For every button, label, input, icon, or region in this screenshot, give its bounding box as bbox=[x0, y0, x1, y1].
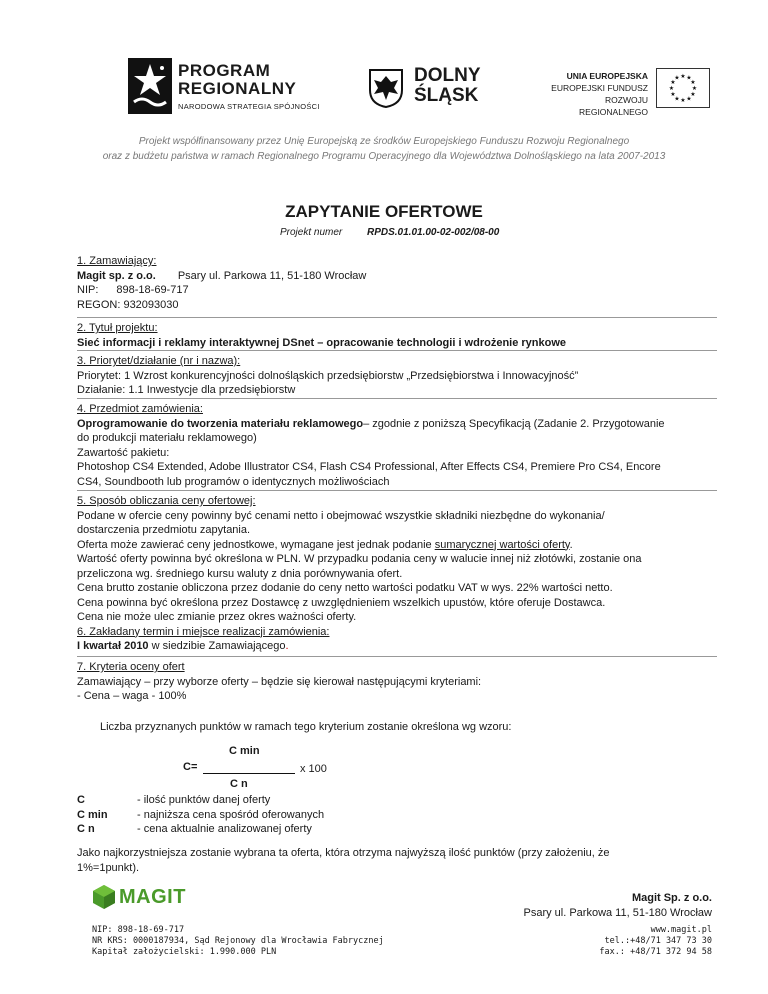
dolny-word: DOLNY bbox=[414, 65, 481, 86]
section-heading: 3. Priorytet/działanie (nr i nazwa): bbox=[77, 355, 241, 367]
fraction-bar bbox=[203, 773, 295, 774]
section-6-heading: 6. Zakładany termin i miejsce realizacji zamówienia: bbox=[77, 625, 330, 638]
section-cena bbox=[77, 490, 717, 654]
footer-legal bbox=[92, 925, 384, 958]
section-heading: 2. Tytuł projektu: bbox=[77, 322, 158, 334]
section-przedmiot bbox=[77, 398, 717, 489]
svg-text:★: ★ bbox=[674, 95, 680, 103]
legend-sym: C min bbox=[77, 808, 108, 821]
nip-label: NIP: bbox=[77, 284, 99, 296]
eu-line1: UNIA EUROPEJSKA bbox=[566, 71, 648, 81]
legend-desc: - najniższa cena spośród oferowanych bbox=[137, 808, 325, 821]
company-address: Psary ul. Parkowa 11, 51-180 Wrocław bbox=[177, 269, 367, 282]
magit-cube-icon bbox=[92, 884, 116, 910]
price-line-7: Cena powinna być określona przez Dostawcę z uwzględnieniem wszelkich upustów, które oferuje Dostawca. bbox=[77, 596, 606, 609]
eu-line3: ROZWOJU REGIONALNEGO bbox=[579, 95, 648, 117]
company-name: Magit sp. z o.o. bbox=[77, 269, 156, 282]
magit-logo bbox=[92, 884, 212, 914]
price-line-3a: Oferta może zawierać ceny jednostkowe, wymagane jest jednak podanie bbox=[77, 538, 435, 551]
slask-word: ŚLĄSK bbox=[414, 85, 479, 106]
term-rest: w siedzibie Zamawiającego bbox=[148, 640, 286, 652]
regon: REGON: 932093030 bbox=[77, 298, 179, 311]
price-line-2: dostarczenia przedmiotu zapytania. bbox=[77, 524, 251, 536]
program-regionalny-logo bbox=[128, 58, 328, 118]
section-heading: 4. Przedmiot zamówienia: bbox=[77, 403, 203, 415]
section-priorytet bbox=[77, 350, 717, 398]
footer-tel: tel.:+48/71 347 73 30 bbox=[604, 936, 712, 946]
footer-contact bbox=[599, 925, 712, 958]
section-heading: 7. Kryteria oceny ofert bbox=[77, 661, 185, 673]
footer-krs: NR KRS: 0000187934, Sąd Rejonowy dla Wrocławia Fabrycznej bbox=[92, 936, 384, 946]
dolny-slask-logo bbox=[368, 66, 498, 112]
section-kryteria bbox=[77, 656, 717, 704]
formula-multiplier: x 100 bbox=[300, 763, 327, 775]
legend-desc: - ilość punktów danej oferty bbox=[137, 794, 271, 806]
eu-flag-icon bbox=[656, 68, 710, 108]
svg-text:★: ★ bbox=[690, 91, 696, 98]
criteria-line-1: Zamawiający – przy wyborze oferty – będzie się kierował następującymi kryteriami: bbox=[77, 675, 482, 688]
regionalny-word: REGIONALNY bbox=[178, 79, 297, 98]
project-title: Sieć informacji i reklamy interaktywnej DSnet – opracowanie technologii i wdrożenie rynkowe bbox=[77, 336, 567, 349]
price-line-3c: . bbox=[569, 538, 573, 551]
section-heading: 1. Zamawiający: bbox=[77, 255, 157, 267]
nss-subtitle: NARODOWA STRATEGIA SPÓJNOŚCI bbox=[178, 102, 320, 111]
footer-company: Magit Sp. z o.o. bbox=[631, 892, 712, 904]
formula-lhs: C= bbox=[183, 761, 198, 773]
subject-rest: – zgodnie z poniższą Specyfikacją (Zadanie 2. Przygotowanie bbox=[363, 417, 665, 430]
legend-sym: C bbox=[77, 794, 85, 806]
term-bold: I kwartał 2010 bbox=[77, 640, 149, 652]
formula-numerator: C min bbox=[229, 745, 260, 757]
section-zamawiajacy bbox=[77, 254, 717, 312]
criteria-line-2: - Cena – waga - 100% bbox=[77, 690, 187, 702]
price-line-1: Podane w ofercie ceny powinny być cenami netto i obejmować wszystkie składniki niezbędne do wykonania/ bbox=[77, 509, 605, 522]
magit-wordmark: MAGIT bbox=[119, 886, 186, 908]
package-line-1: Photoshop CS4 Extended, Adobe Illustrator CS4, Flash CS4 Professional, After Effects CS4, Premiere Pro CS4, Encore bbox=[77, 461, 661, 473]
footer-www[interactable]: www.magit.pl bbox=[650, 925, 712, 935]
cofinancing-line-1: Projekt współfinansowany przez Unię Europejską ze środków Europejskiego Funduszu Rozwoju Regionalnego bbox=[138, 136, 630, 147]
section-tytul bbox=[77, 317, 717, 350]
footer-fax: fax.: +48/71 372 94 58 bbox=[599, 947, 712, 957]
project-number-label: Projekt numer bbox=[280, 227, 343, 238]
eagle-coat-of-arms-icon bbox=[368, 68, 404, 108]
formula-legend bbox=[77, 793, 717, 837]
svg-text:★: ★ bbox=[690, 79, 696, 86]
price-line-5: przeliczona wg. średniego kursu waluty z dnia porównywania ofert. bbox=[77, 567, 403, 580]
document-title: ZAPYTANIE OFERTOWE bbox=[285, 202, 483, 221]
price-line-8: Cena nie może ulec zmianie przez okres ważności oferty. bbox=[77, 611, 357, 623]
footer-nip: NIP: 898-18-69-717 bbox=[92, 925, 185, 935]
subject-line-2: do produkcji materiału reklamowego) bbox=[77, 432, 257, 444]
formula-intro: Liczba przyznanych punktów w ramach tego kryterium zostanie określona wg wzoru: bbox=[100, 721, 512, 733]
eu-line2: EUROPEJSKI FUNDUSZ bbox=[551, 83, 648, 93]
footer-capital: Kapitał założycielski: 1.990.000 PLN bbox=[92, 947, 277, 957]
footer-address: Psary ul. Parkowa 11, 51-180 Wrocław bbox=[523, 907, 712, 919]
svg-text:★: ★ bbox=[691, 85, 698, 92]
closing-paragraph bbox=[77, 846, 717, 875]
svg-text:★: ★ bbox=[686, 74, 692, 82]
closing-line-2: 1%=1punkt). bbox=[77, 861, 140, 874]
price-line-4: Wartość oferty powinna być określona w PLN. W przypadku podania ceny w walucie innej niż złotówki, zostanie ona bbox=[77, 553, 642, 565]
star-emblem-icon bbox=[128, 58, 172, 114]
action-line: Działanie: 1.1 Inwestycje dla przedsiębiorstw bbox=[77, 384, 296, 396]
formula-denominator: C n bbox=[230, 778, 248, 790]
svg-text:★: ★ bbox=[670, 91, 676, 98]
nip-value: 898-18-69-717 bbox=[116, 284, 189, 296]
package-label: Zawartość pakietu: bbox=[77, 446, 170, 459]
svg-text:★: ★ bbox=[686, 95, 692, 103]
price-line-3b: sumarycznej wartości oferty bbox=[434, 538, 570, 551]
cofinancing-line-2: oraz z budżetu państwa w ramach Regionalnego Programu Operacyjnego dla Województwa Dolnośląskiego na lata 2007-2013 bbox=[102, 151, 666, 162]
section-heading: 5. Sposób obliczania ceny ofertowej: bbox=[77, 495, 256, 507]
package-line-2: CS4, Soundbooth lub programów o identycznych możliwościach bbox=[77, 475, 390, 488]
legend-desc: - cena aktualnie analizowanej oferty bbox=[137, 823, 312, 835]
svg-text:★: ★ bbox=[674, 74, 680, 82]
eu-fund-logo bbox=[540, 66, 712, 117]
svg-text:★: ★ bbox=[680, 73, 686, 80]
program-word: PROGRAM bbox=[178, 61, 271, 80]
svg-text:★: ★ bbox=[670, 79, 676, 86]
subject-bold: Oprogramowanie do tworzenia materiału reklamowego bbox=[77, 417, 364, 430]
price-line-6: Cena brutto zostanie obliczona przez dodanie do ceny netto wartości podatku VAT w wys. 22% wartości netto. bbox=[77, 582, 613, 594]
priority-line: Priorytet: 1 Wzrost konkurencyjności dolnośląskich przedsiębiorstw „Przedsiębiorstwa i Innowacyjność” bbox=[77, 369, 579, 382]
svg-text:★: ★ bbox=[668, 85, 675, 92]
legend-sym: C n bbox=[77, 823, 95, 835]
term-dot: . bbox=[285, 640, 289, 652]
svg-text:★: ★ bbox=[680, 97, 686, 104]
closing-line-1: Jako najkorzystniejsza zostanie wybrana ta oferta, która otrzyma najwyższą ilość punktów (przy założeniu, że bbox=[77, 847, 610, 859]
project-number: RPDS.01.01.00-02-002/08-00 bbox=[367, 227, 500, 238]
